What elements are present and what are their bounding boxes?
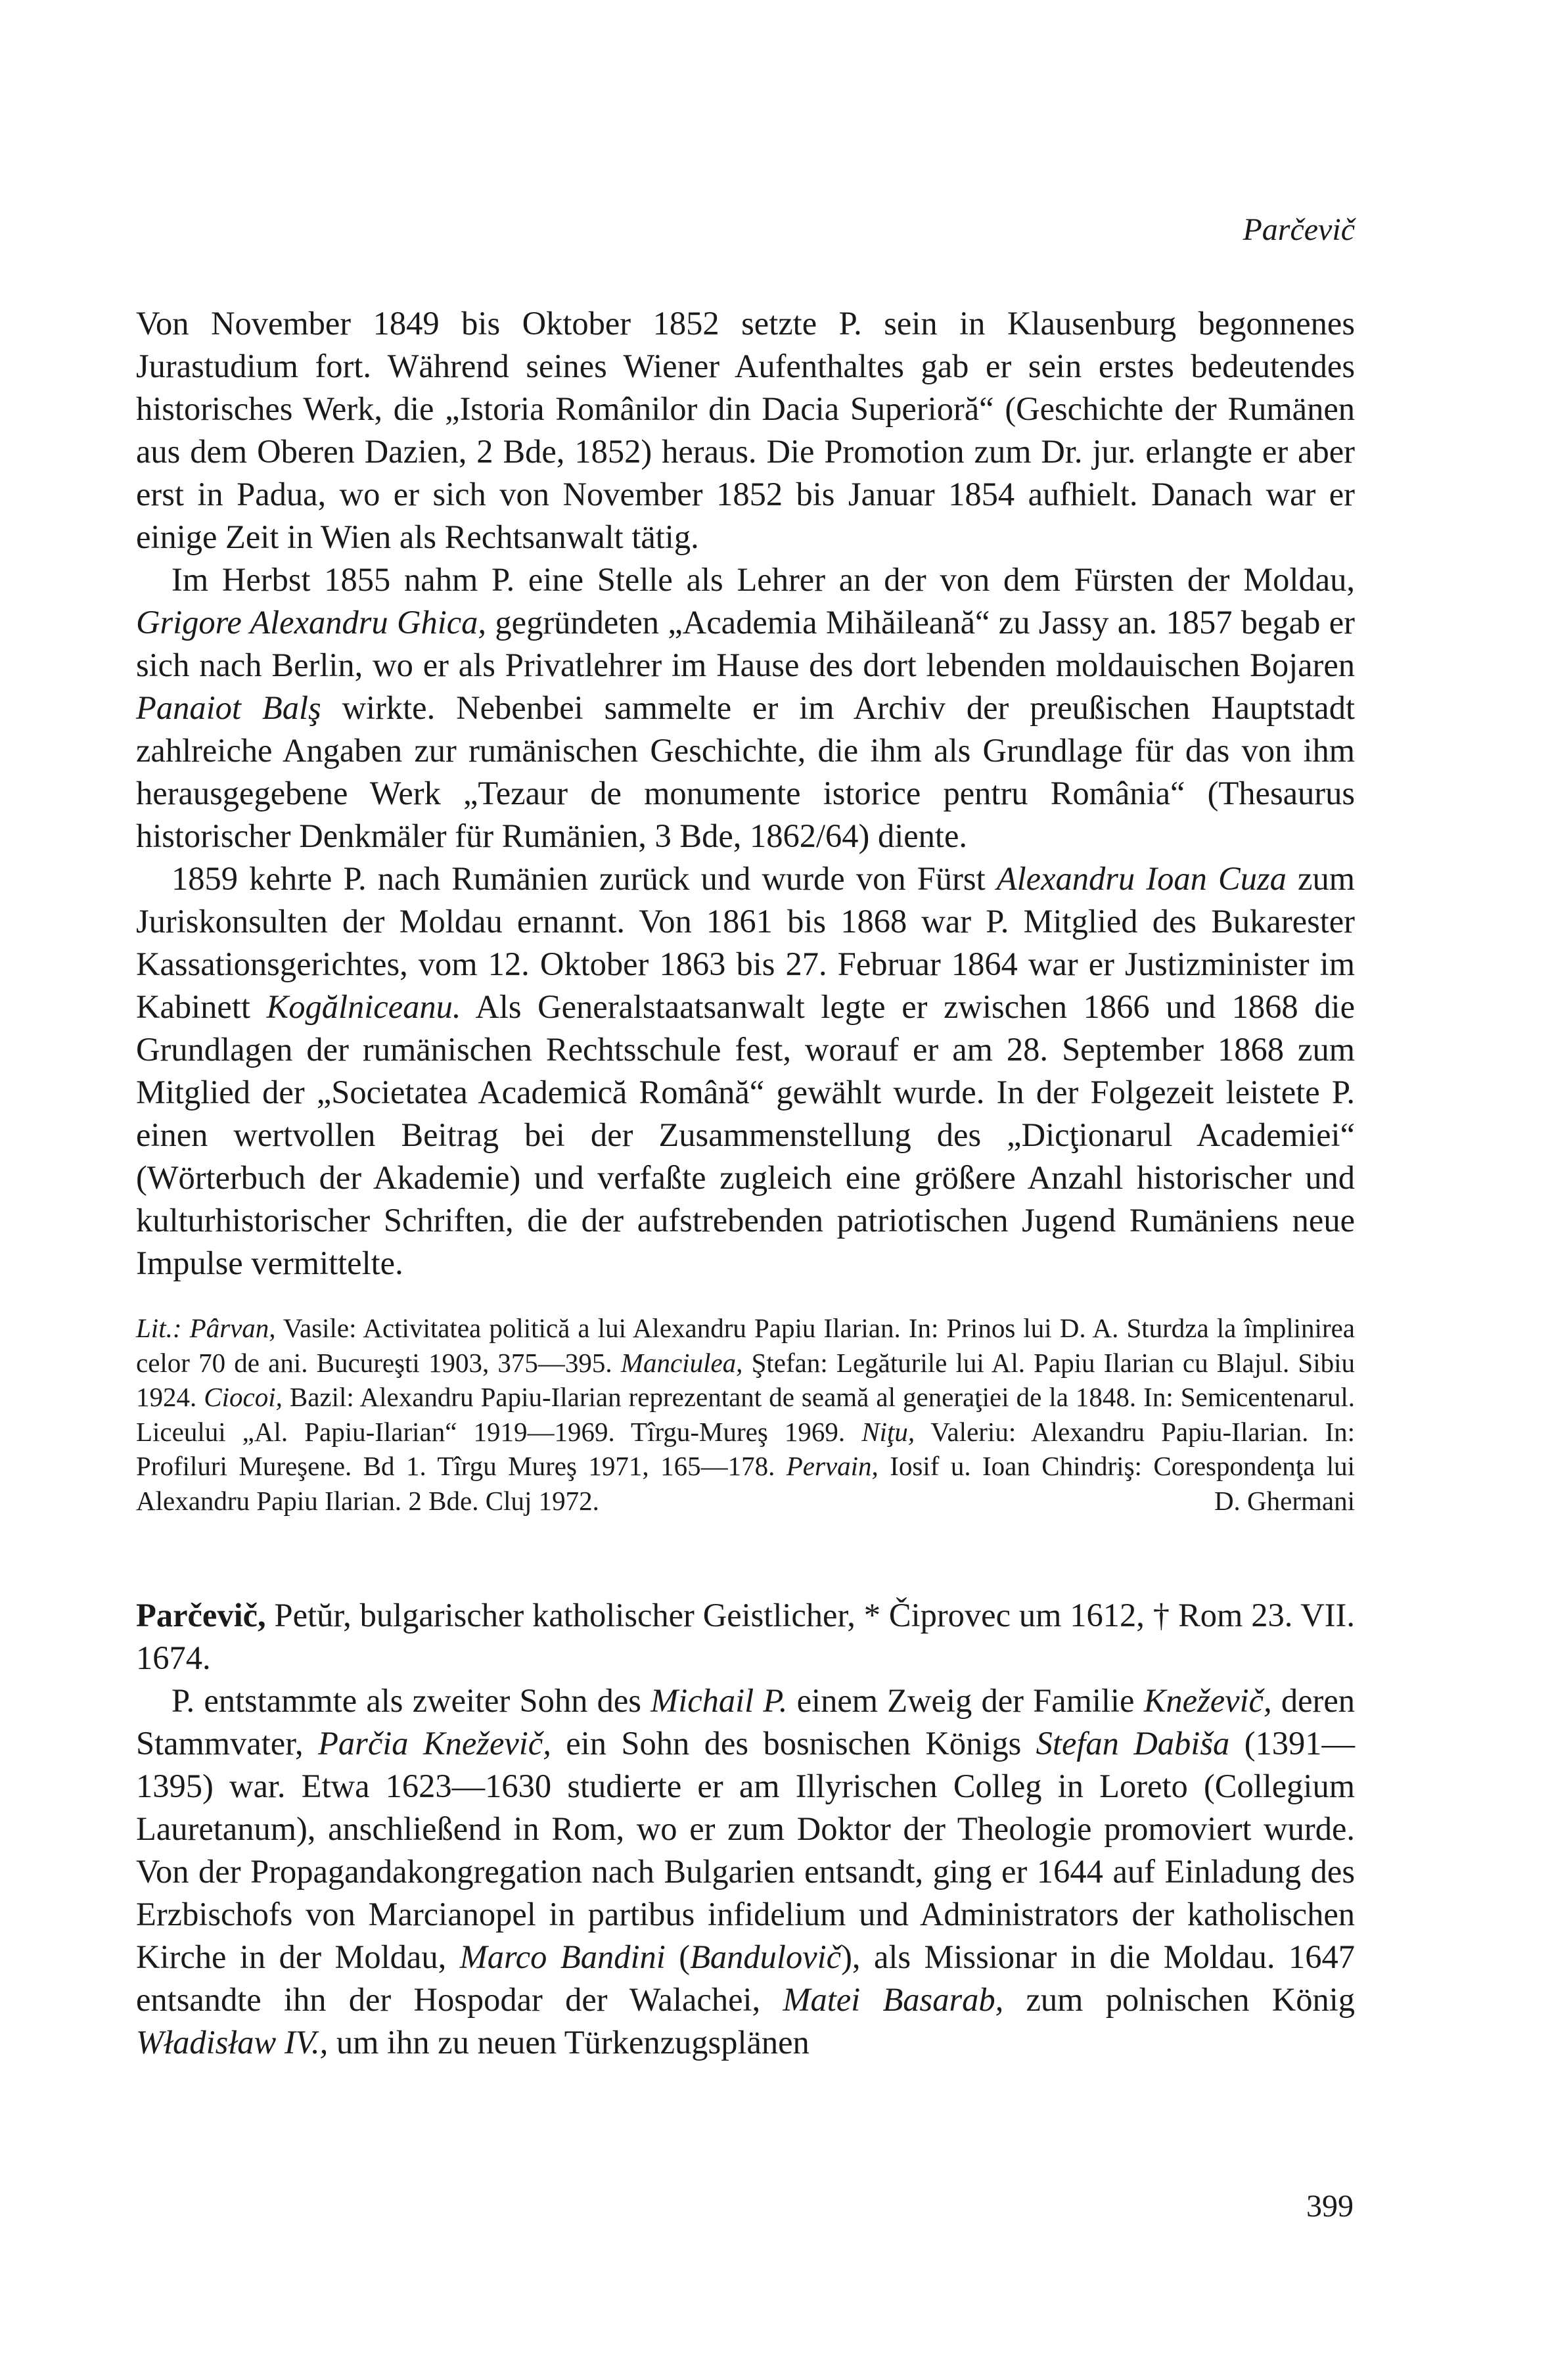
author-name: Niţu, — [861, 1416, 915, 1447]
person-name: Władisław IV., — [136, 2024, 329, 2061]
author-name: Ciocoi, — [204, 1382, 283, 1412]
citation-text: Vasile: Activitatea politică a lui Alexandru Papiu Ilarian. In: Prinos lui D. A. Sturdza la împlinirea celor 70 de ani. Bucureşti 1903, 375—395. — [136, 1313, 1355, 1378]
text-run: um ihn zu neuen Türkenzugsplänen — [328, 2024, 810, 2061]
text-run: (1391—1395) war. Etwa 1623—1630 studierte er am Illyrischen Colleg in Loreto (Collegium Lauretanum), anschließend in Rom, wo er zum Doktor der Theologie promoviert wurde. Von der Propagandakongregation nach Bulgarien entsandt, ging er 1644 auf Einladung des Erzbischofs von Marcianopel in partibus infidelium und Administrators der katholischen Kirche in der Moldau, — [136, 1725, 1356, 1975]
person-name: Stefan Dabiša — [1036, 1725, 1230, 1762]
citation-text: Bazil: Alexandru Papiu-Ilarian reprezentant de seamă al generaţiei de la 1848. In: Semicentenarul. Liceului „Al. Papiu-Ilarian“ 1919—1969. Tîrgu-Mureş 1969. — [136, 1382, 1355, 1447]
page-number: 399 — [1306, 2189, 1354, 2224]
text-run: ( — [665, 1938, 691, 1975]
author-name: Pârvan, — [181, 1313, 276, 1343]
person-name: Kneževič, — [1143, 1682, 1272, 1719]
author-name: Manciulea, — [620, 1347, 743, 1378]
person-name: Bandulovič — [690, 1938, 842, 1975]
main-text — [136, 302, 1355, 2064]
text-run: deren Stammvater, — [136, 1682, 1355, 1762]
text-run: gegründeten „Academia Mihăileană“ zu Jassy an. 1857 begab er sich nach Berlin, wo er als Privatlehrer im Hause des dort lebenden moldauischen Bojaren — [136, 604, 1355, 683]
entry-separator — [136, 1518, 1355, 1594]
author-signature: D. Ghermani — [1214, 1485, 1355, 1516]
citation-text: Ştefan: Legăturile lui Al. Papiu Ilarian cu Blajul. Sibiu 1924. — [136, 1347, 1355, 1412]
entry1-paragraph-2 — [136, 559, 1355, 858]
person-name: Michail P. — [650, 1682, 788, 1719]
person-name: Panaiot Balş — [136, 689, 321, 726]
headword: Parčevič, — [136, 1597, 266, 1634]
citation-text: Valeriu: Alexandru Papiu-Ilarian. In: Profiluri Mureşene. Bd 1. Tîrgu Mureş 1971, 165—178. — [136, 1416, 1356, 1481]
headword-description: Petŭr, bulgarischer katholischer Geistlicher, * Čiprovec um 1612, † Rom 23. VII. 1674. — [136, 1597, 1355, 1676]
person-name: Parčia Kneževič, — [318, 1725, 551, 1762]
entry1-paragraph-1: Von November 1849 bis Oktober 1852 setzte P. sein in Klausenburg begonnenes Jurastudium fort. Während seines Wiener Aufenthaltes gab er sein erstes bedeutendes historisches Werk, die „Istoria Românilor din Dacia Superioră“ (Geschichte der Rumänen aus dem Oberen Dazien, 2 Bde, 1852) heraus. Die Promotion zum Dr. jur. erlangte er aber erst in Padua, wo er sich von November 1852 bis Januar 1854 aufhielt. Danach war er einige Zeit in Wien als Rechtsanwalt tätig. — [136, 305, 1355, 555]
text-run: zum Juriskonsulten der Moldau ernannt. Von 1861 bis 1868 war P. Mitglied des Bukarester Kassationsgerichtes, vom 12. Oktober 1863 bis 27. Februar 1864 war er Justizminister im Kabinett — [136, 860, 1355, 1025]
text-run: Im Herbst 1855 nahm P. eine Stelle als Lehrer an der von dem Fürsten der Moldau, — [171, 561, 1355, 598]
text-run: wirkte. Nebenbei sammelte er im Archiv der preußischen Hauptstadt zahlreiche Angaben zur rumänischen Geschichte, die ihm als Grundlage für das von ihm herausgegebene Werk „Tezaur de monumente istorice pentru România“ (Thesaurus historischer Denkmäler für Rumänien, 3 Bde, 1862/64) diente. — [136, 689, 1355, 854]
author-name: Pervain, — [786, 1451, 879, 1481]
citation-text: Iosif u. Ioan Chindriş: Corespondenţa lui Alexandru Papiu Ilarian. 2 Bde. Cluj 1972. — [136, 1451, 1356, 1516]
person-name: Marco Bandini — [459, 1938, 666, 1975]
entry2-paragraph-1 — [136, 1680, 1355, 2064]
text-run: P. entstammte als zweiter Sohn des — [171, 1682, 651, 1719]
entry1-paragraph-3 — [136, 858, 1355, 1285]
person-name: Matei Basarab, — [783, 1981, 1004, 2018]
text-run: 1859 kehrte P. nach Rumänien zurück und wurde von Fürst — [171, 860, 997, 897]
text-run: zum polnischen König — [1003, 1981, 1355, 2018]
person-name: Kogălniceanu. — [266, 988, 461, 1025]
text-run: ), als Missionar in die Moldau. 1647 entsandte ihn der Hospodar der Walachei, — [136, 1938, 1355, 2018]
person-name: Grigore Alexandru Ghica, — [136, 604, 487, 641]
person-name: Alexandru Ioan Cuza — [996, 860, 1287, 897]
text-run: ein Sohn des bosnischen Königs — [551, 1725, 1036, 1762]
entry2-heading — [136, 1594, 1355, 1680]
running-head: Parčevič — [1243, 212, 1355, 247]
text-run: einem Zweig der Familie — [787, 1682, 1144, 1719]
literature-label: Lit.: — [136, 1313, 182, 1343]
literature-section — [136, 1311, 1355, 1518]
text-run: Als Generalstaatsanwalt legte er zwischen 1866 und 1868 die Grundlagen der rumänischen Rechtsschule fest, worauf er am 28. September 1868 zum Mitglied der „Societatea Academică Română“ gewählt wurde. In der Folgezeit leistete P. einen wertvollen Beitrag bei der Zusammenstellung des „Dicţionarul Academiei“ (Wörterbuch der Akademie) und verfaßte zugleich eine größere Anzahl historischer und kulturhistorischer Schriften, die der aufstrebenden patriotischen Jugend Rumäniens neue Impulse vermittelte. — [136, 988, 1355, 1281]
